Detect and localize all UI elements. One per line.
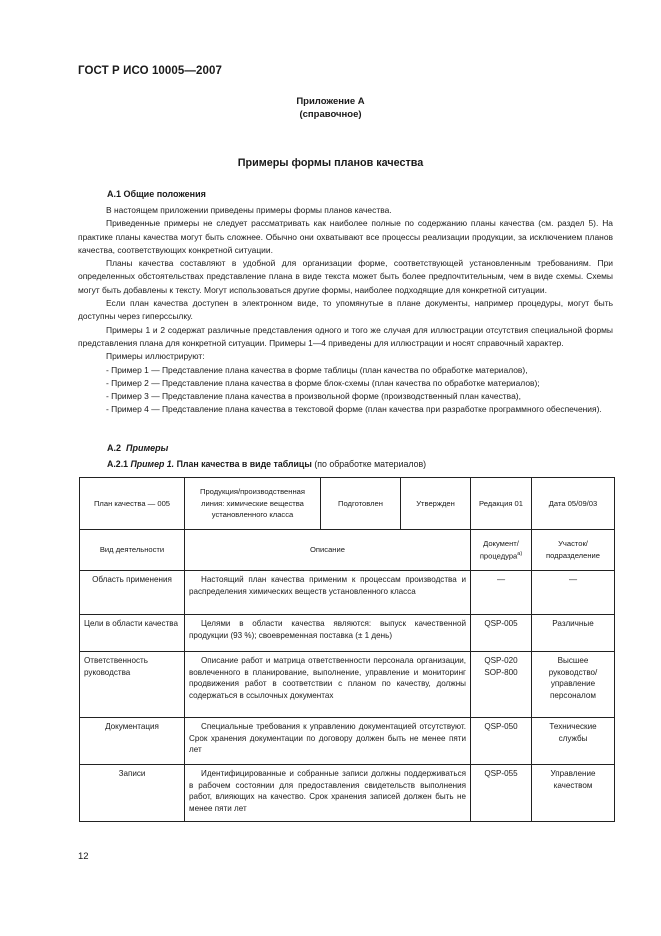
column-header-unit: Участок/ подразделение <box>532 530 615 571</box>
unit-cell: Технические службы <box>532 718 615 765</box>
section-heading-a1: А.1 Общие положения <box>107 189 206 199</box>
description-cell: Целями в области качества являются: выпуск качественной продукции (93 %); своевременная поставка (± 1 день) <box>185 615 471 652</box>
list-item: - Пример 1 — Представление плана качества в форме таблицы (план качества по обработке материалов), <box>106 364 528 375</box>
description-cell: Настоящий план качества применим к процессам производства и распределения химических веществ установленного класса <box>185 571 471 615</box>
document-cell: QSP-055 <box>471 765 532 822</box>
document-cell: QSP-020 SOP-800 <box>471 652 532 718</box>
unit-cell: Высшее руководство/ управление персоналом <box>532 652 615 718</box>
paragraph: Примеры иллюстрируют: <box>106 351 205 362</box>
column-header-description: Описание <box>185 530 471 571</box>
document-cell: — <box>471 571 532 615</box>
caption-number: А.2.1 <box>107 459 129 469</box>
activity-cell: Записи <box>80 765 185 822</box>
caption-rest: (по обработке материалов) <box>314 459 427 469</box>
paragraph: Примеры 1 и 2 содержат различные представления одного и того же случая для иллюстрации отсутствия специальной формы представления плана для конкретной ситуации. Примеры 1—4 приведены для иллюстрации и носят справочный характер. <box>78 324 613 348</box>
edition-cell: Редакция 01 <box>471 478 532 530</box>
column-header-activity: Вид деятельности <box>80 530 185 571</box>
list-item: - Пример 3 — Представление плана качества в произвольной форме (производственный план качества), <box>106 391 521 402</box>
page-number: 12 <box>78 851 89 862</box>
unit-cell: Различные <box>532 615 615 652</box>
product-line-cell: Продукция/производственная линия: химические вещества установленного класса <box>185 478 321 530</box>
paragraph: Приведенные примеры не следует рассматривать как наиболее полные по содержанию планы качества (см. раздел 5). На практике планы качества могут быть сложнее. Обычно они охватывают все процессы реализации продукции, за исключением планов качества, соответствующих конкретной ситуации. <box>78 218 613 255</box>
table-header-row <box>80 478 615 530</box>
caption-example: Пример 1. <box>130 459 175 469</box>
list-item: - Пример 4 — Представление плана качества в текстовой форме (план качества при разработке программного обеспечения). <box>106 404 602 415</box>
table-row <box>80 718 615 765</box>
list-item: - Пример 2 — Представление плана качества в форме блок-схемы (план качества по обработке материалов); <box>106 377 540 388</box>
paragraph: В настоящем приложении приведены примеры формы планов качества. <box>106 205 392 215</box>
section-number: А.2 <box>107 443 122 453</box>
appendix-note: (справочное) <box>299 109 362 120</box>
description-cell: Описание работ и матрица ответственности персонала организации, вовлеченного в планирование, выполнение, управление и мониторинг продвижения работ в соответствии с планом по качеству, должны содержаться в ссылочных документах <box>185 652 471 718</box>
plan-cell: План качества — 005 <box>80 478 185 530</box>
document-header: ГОСТ Р ИСО 10005—2007 <box>78 65 223 77</box>
page-title: Примеры формы планов качества <box>237 157 424 169</box>
caption-title: План качества в виде таблицы <box>176 459 312 469</box>
description-cell: Идентифицированные и собранные записи должны поддерживаться в рабочем состоянии для предоставления свидетельств выполнения работ, влияющих на качество. Срок хранения записей должен быть не менее пяти лет <box>185 765 471 822</box>
section-heading-text: Примеры <box>126 443 169 453</box>
document-cell: QSP-050 <box>471 718 532 765</box>
activity-cell: Ответственность руководства <box>80 652 185 718</box>
paragraph: Планы качества составляют в удобной для организации форме, соответствующей установленным требованиям. При определенных обстоятельствах представление плана в виде текста может быть более предпочтительным, чем в виде схемы. Схемы могут быть добавлены к тексту. Могут использоваться другие формы, наиболее подходящие для конкретной ситуации. <box>78 258 613 295</box>
column-header-document <box>471 530 532 571</box>
paragraph: Если план качества доступен в электронном виде, то упомянутые в плане документы, например процедуры, могут быть доступны через гиперссылку. <box>78 298 613 322</box>
table-row <box>80 571 615 615</box>
activity-cell: Документация <box>80 718 185 765</box>
document-cell: QSP-005 <box>471 615 532 652</box>
quality-plan-table <box>79 477 615 822</box>
activity-cell: Область применения <box>80 571 185 615</box>
date-cell: Дата 05/09/03 <box>532 478 615 530</box>
column-header-document-text: Документ/ процедура <box>479 538 519 561</box>
description-cell: Специальные требования к управлению документацией отсутствуют. Срок хранения документации по договору должен быть не менее пяти лет <box>185 718 471 765</box>
table-row <box>80 652 615 718</box>
approved-cell: Утвержден <box>401 478 471 530</box>
activity-cell: Цели в области качества <box>80 615 185 652</box>
unit-cell: Управление качеством <box>532 765 615 822</box>
section-a1-body <box>78 204 613 417</box>
prepared-cell: Подготовлен <box>321 478 401 530</box>
unit-cell: — <box>532 571 615 615</box>
footnote-marker: а) <box>517 551 523 558</box>
section-heading-a2 <box>107 443 168 453</box>
column-header-row <box>80 530 615 571</box>
table-caption <box>107 459 426 469</box>
table-row <box>80 765 615 822</box>
appendix-title: Приложение А <box>296 96 365 107</box>
table-row <box>80 615 615 652</box>
